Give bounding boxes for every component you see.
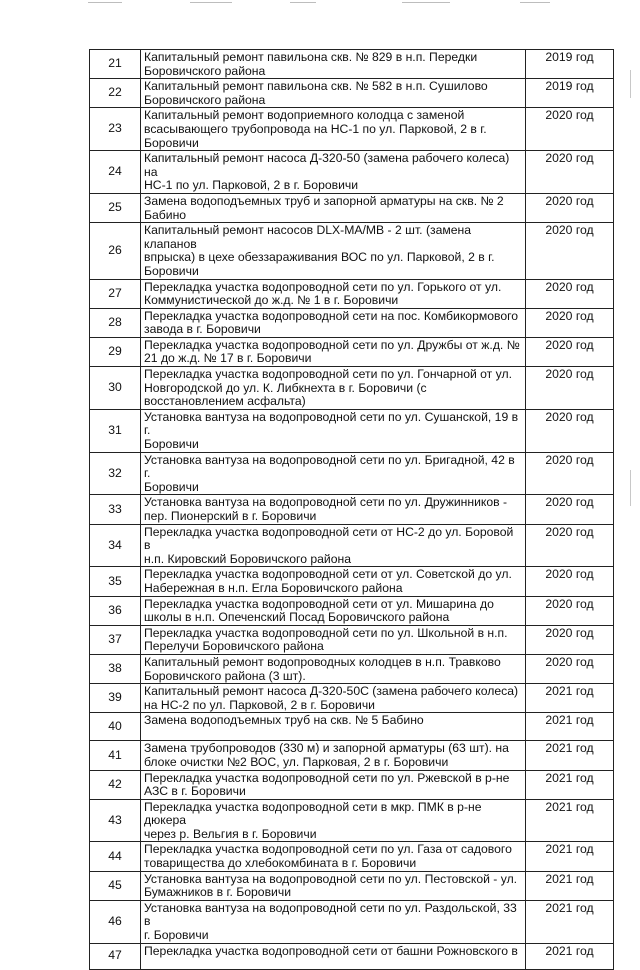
work-year: 2020 год [526, 596, 614, 625]
work-description: Установка вантуза на водопроводной сети по ул. Дружинников - пер. Пионерский в г. Боровичи [141, 495, 526, 524]
row-number: 27 [90, 279, 141, 308]
table-row [90, 770, 614, 799]
table-row [90, 50, 614, 79]
work-description: Перекладка участка водопроводной сети от ул. Советской до ул. Набережная в н.п. Егла Боровичского района [141, 567, 526, 596]
work-year: 2021 год [526, 684, 614, 713]
scan-artifact [290, 2, 316, 3]
work-year: 2020 год [526, 495, 614, 524]
work-year: 2020 год [526, 654, 614, 683]
table-row [90, 654, 614, 683]
row-number: 35 [90, 567, 141, 596]
table-row [90, 409, 614, 452]
row-number: 33 [90, 495, 141, 524]
work-year: 2021 год [526, 713, 614, 741]
row-number: 47 [90, 943, 141, 969]
table-row [90, 367, 614, 410]
row-number: 45 [90, 871, 141, 900]
scan-artifact [630, 470, 631, 506]
work-description: Капитальный ремонт водоприемного колодца с заменой всасывающего трубопровода на НС-1 по ул. Парковой, 2 в г. Боровичи [141, 108, 526, 151]
work-description: Перекладка участка водопроводной сети в мкр. ПМК в р-не дюкера через р. Вельгия в г. Боровичи [141, 799, 526, 842]
row-number: 23 [90, 108, 141, 151]
work-year: 2020 год [526, 337, 614, 366]
work-description: Перекладка участка водопроводной сети по ул. Ржевской в р-не АЗС в г. Боровичи [141, 770, 526, 799]
work-year: 2020 год [526, 151, 614, 194]
row-number: 21 [90, 50, 141, 79]
work-description: Установка вантуза на водопроводной сети по ул. Сушанской, 19 в г. Боровичи [141, 409, 526, 452]
scan-artifact [190, 2, 232, 3]
work-year: 2019 год [526, 79, 614, 108]
work-description: Установка вантуза на водопроводной сети по ул. Раздольской, 33 в г. Боровичи [141, 900, 526, 943]
work-description: Перекладка участка водопроводной сети по ул. Горького от ул. Коммунистической до ж.д. № 1 в г. Боровичи [141, 279, 526, 308]
row-number: 46 [90, 900, 141, 943]
table-row [90, 108, 614, 151]
table-row [90, 799, 614, 842]
work-year: 2020 год [526, 223, 614, 279]
table-row [90, 452, 614, 495]
work-description: Капитальный ремонт насоса Д-320-50С (замена рабочего колеса) на НС-2 по ул. Парковой, 2 в г. Боровичи [141, 684, 526, 713]
work-year: 2020 год [526, 308, 614, 337]
work-year: 2021 год [526, 799, 614, 842]
row-number: 28 [90, 308, 141, 337]
work-description: Капитальный ремонт насоса Д-320-50 (замена рабочего колеса) на НС-1 по ул. Парковой, 2 в г. Боровичи [141, 151, 526, 194]
work-year: 2019 год [526, 50, 614, 79]
scan-artifact [402, 2, 450, 3]
work-description: Капитальный ремонт водопроводных колодцев в н.п. Травково Боровичского района (3 шт). [141, 654, 526, 683]
work-description: Перекладка участка водопроводной сети на пос. Комбикормового завода в г. Боровичи [141, 308, 526, 337]
scan-artifact [630, 70, 631, 98]
table-row [90, 684, 614, 713]
row-number: 38 [90, 654, 141, 683]
table-row [90, 900, 614, 943]
scan-artifact [520, 2, 550, 3]
table-row [90, 337, 614, 366]
work-description: Капитальный ремонт павильона скв. № 582 в н.п. Сушилово Боровичского района [141, 79, 526, 108]
table-row [90, 713, 614, 741]
work-description: Капитальный ремонт насосов DLX-MA/MB - 2 шт. (замена клапанов впрыска) в цехе обеззараживания ВОС по ул. Парковой, 2 в г. Боровичи [141, 223, 526, 279]
table-row [90, 495, 614, 524]
work-description: Установка вантуза на водопроводной сети по ул. Пестовской - ул. Бумажников в г. Боровичи [141, 871, 526, 900]
row-number: 26 [90, 223, 141, 279]
row-number: 39 [90, 684, 141, 713]
table-row [90, 524, 614, 567]
table-row [90, 625, 614, 654]
row-number: 29 [90, 337, 141, 366]
work-description: Капитальный ремонт павильона скв. № 829 в н.п. Передки Боровичского района [141, 50, 526, 79]
row-number: 32 [90, 452, 141, 495]
work-year: 2021 год [526, 741, 614, 770]
work-year: 2020 год [526, 409, 614, 452]
table-row [90, 279, 614, 308]
works-table [89, 49, 614, 970]
table-row [90, 151, 614, 194]
row-number: 31 [90, 409, 141, 452]
work-year: 2021 год [526, 842, 614, 871]
work-year: 2020 год [526, 108, 614, 151]
row-number: 43 [90, 799, 141, 842]
work-description: Перекладка участка водопроводной сети по ул. Школьной в н.п. Перелучи Боровичского района [141, 625, 526, 654]
table-row [90, 943, 614, 969]
work-description: Установка вантуза на водопроводной сети по ул. Бригадной, 42 в г. Боровичи [141, 452, 526, 495]
table-row [90, 567, 614, 596]
table-row [90, 308, 614, 337]
table-row [90, 842, 614, 871]
row-number: 24 [90, 151, 141, 194]
work-description: Перекладка участка водопроводной сети от башни Рожновского в [141, 943, 526, 969]
work-description: Замена трубопроводов (330 м) и запорной арматуры (63 шт). на блоке очистки №2 ВОС, ул. Парковая, 2 в г. Боровичи [141, 741, 526, 770]
table-row [90, 871, 614, 900]
work-description: Перекладка участка водопроводной сети по ул. Гончарной от ул. Новгородской до ул. К. Либкнехта в г. Боровичи (с восстановлением асфальта) [141, 367, 526, 410]
row-number: 37 [90, 625, 141, 654]
work-year: 2020 год [526, 452, 614, 495]
table-row [90, 741, 614, 770]
row-number: 44 [90, 842, 141, 871]
table-row [90, 193, 614, 222]
row-number: 41 [90, 741, 141, 770]
row-number: 34 [90, 524, 141, 567]
work-description: Перекладка участка водопроводной сети по ул. Газа от садового товарищества до хлебокомбината в г. Боровичи [141, 842, 526, 871]
work-description: Перекладка участка водопроводной сети от НС-2 до ул. Боровой в н.п. Кировский Боровичского района [141, 524, 526, 567]
scan-artifact [88, 2, 122, 3]
works-table-body [90, 50, 614, 970]
work-year: 2020 год [526, 625, 614, 654]
work-year: 2021 год [526, 871, 614, 900]
table-row [90, 79, 614, 108]
row-number: 22 [90, 79, 141, 108]
work-year: 2021 год [526, 770, 614, 799]
work-year: 2021 год [526, 943, 614, 969]
work-description: Перекладка участка водопроводной сети от ул. Мишарина до школы в н.п. Опеченский Посад Боровичского района [141, 596, 526, 625]
work-year: 2020 год [526, 367, 614, 410]
row-number: 40 [90, 713, 141, 741]
work-description: Замена водоподъемных труб и запорной арматуры на скв. № 2 Бабино [141, 193, 526, 222]
table-row [90, 596, 614, 625]
work-year: 2020 год [526, 524, 614, 567]
work-description: Перекладка участка водопроводной сети по ул. Дружбы от ж.д. № 21 до ж.д. № 17 в г. Боровичи [141, 337, 526, 366]
row-number: 30 [90, 367, 141, 410]
work-year: 2020 год [526, 567, 614, 596]
table-row [90, 223, 614, 279]
work-year: 2021 год [526, 900, 614, 943]
work-description: Замена водоподъемных труб на скв. № 5 Бабино [141, 713, 526, 741]
row-number: 36 [90, 596, 141, 625]
work-year: 2020 год [526, 279, 614, 308]
row-number: 25 [90, 193, 141, 222]
work-year: 2020 год [526, 193, 614, 222]
row-number: 42 [90, 770, 141, 799]
